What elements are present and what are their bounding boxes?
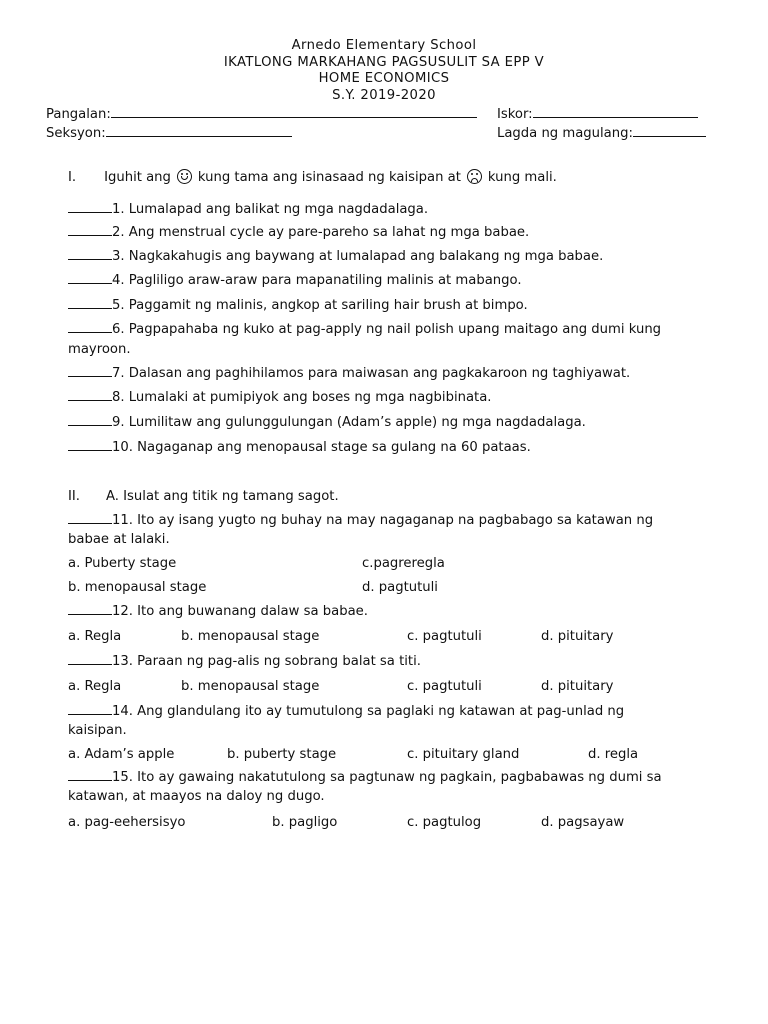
question-text: 12. Ito ang buwanang dalaw sa babae. — [112, 604, 368, 619]
question — [68, 511, 718, 530]
item-continuation: mayroon. — [68, 342, 131, 357]
exam-title: IKATLONG MARKAHANG PAGSUSULIT SA EPP V — [223, 54, 545, 70]
parent-signature-field[interactable] — [497, 125, 706, 141]
question — [68, 768, 718, 787]
section-field[interactable] — [46, 125, 292, 141]
school-name: Arnedo Elementary School — [291, 38, 477, 53]
answer-blank[interactable] — [68, 512, 112, 524]
answer-blank[interactable] — [68, 224, 112, 236]
option-d: d. pituitary — [541, 679, 614, 694]
answer-blank[interactable] — [68, 201, 112, 213]
list-item — [68, 364, 718, 383]
frowning-face-icon — [467, 169, 482, 184]
option-c: c. pagtutuli — [407, 629, 482, 644]
score-blank[interactable] — [533, 106, 698, 118]
question-continuation: katawan, at maayos na daloy ng dugo. — [68, 789, 325, 804]
option-b: b. menopausal stage — [181, 629, 320, 644]
list-item — [68, 271, 718, 290]
answer-blank[interactable] — [68, 414, 112, 426]
subject-title: HOME ECONOMICS — [318, 71, 450, 86]
item-text: 1. Lumalapad ang balikat ng mga nagdadalaga. — [112, 202, 429, 217]
name-label: Pangalan: — [46, 107, 111, 122]
answer-blank[interactable] — [68, 248, 112, 260]
parent-signature-label: Lagda ng magulang: — [497, 126, 633, 141]
part2-instruction — [68, 487, 718, 506]
option-a: a. pag-eehersisyo — [68, 815, 186, 830]
list-item — [68, 296, 718, 315]
answer-blank[interactable] — [68, 769, 112, 781]
option-d: d. pagtutuli — [362, 580, 438, 595]
option-a: a. Regla — [68, 629, 122, 644]
part1-instruction — [68, 168, 718, 187]
answer-blank[interactable] — [68, 653, 112, 665]
option-b: b. menopausal stage — [181, 679, 320, 694]
answer-blank[interactable] — [68, 321, 112, 333]
exam-header — [0, 38, 768, 104]
question — [68, 702, 718, 721]
section-label: Seksyon: — [46, 126, 106, 141]
option-b: b. pagligo — [272, 815, 338, 830]
question — [68, 652, 718, 671]
question-text: 11. Ito ay isang yugto ng buhay na may nagaganap na pagbabago sa katawan ng — [112, 513, 654, 528]
question-text: 13. Paraan ng pag-alis ng sobrang balat sa titi. — [112, 654, 421, 669]
option-c: c. pagtutuli — [407, 679, 482, 694]
item-text: 6. Pagpapahaba ng kuko at pag-apply ng nail polish upang maitago ang dumi kung — [112, 322, 662, 337]
option-d: d. pituitary — [541, 629, 614, 644]
answer-blank[interactable] — [68, 272, 112, 284]
option-b: b. puberty stage — [227, 747, 337, 762]
question — [68, 602, 718, 621]
list-item — [68, 388, 718, 407]
school-year: S.Y. 2019-2020 — [332, 87, 436, 103]
answer-blank[interactable] — [68, 703, 112, 715]
option-c: c. pagtulog — [407, 815, 482, 830]
item-text: 2. Ang menstrual cycle ay pare-pareho sa lahat ng mga babae. — [112, 225, 530, 240]
item-text: 5. Paggamit ng malinis, angkop at sariling hair brush at bimpo. — [112, 298, 528, 313]
option-d: d. pagsayaw — [541, 815, 625, 830]
answer-blank[interactable] — [68, 365, 112, 377]
name-blank[interactable] — [111, 106, 477, 118]
option-d: d. regla — [588, 747, 639, 762]
answer-blank[interactable] — [68, 389, 112, 401]
list-item — [68, 438, 718, 457]
name-field[interactable] — [46, 106, 477, 122]
list-item — [68, 200, 718, 219]
question-text: 14. Ang glandulang ito ay tumutulong sa paglaki ng katawan at pag-unlad ng — [112, 704, 625, 719]
list-item — [68, 247, 718, 266]
part1-number: I. — [68, 170, 77, 185]
item-text: 10. Nagaganap ang menopausal stage sa gulang na 60 pataas. — [112, 440, 531, 455]
score-field[interactable] — [497, 106, 698, 122]
answer-blank[interactable] — [68, 603, 112, 615]
item-text: 4. Pagliligo araw-araw para mapanatiling malinis at mabango. — [112, 273, 522, 288]
score-label: Iskor: — [497, 107, 533, 122]
item-text: 3. Nagkakahugis ang baywang at lumalapad ang balakang ng mga babae. — [112, 249, 604, 264]
option-c: c. pituitary gland — [407, 747, 520, 762]
option-a: a. Adam’s apple — [68, 747, 175, 762]
option-a: a. Puberty stage — [68, 556, 177, 571]
option-c: c.pagreregla — [362, 556, 445, 571]
option-a: a. Regla — [68, 679, 122, 694]
instruction-text-a: Iguhit ang — [104, 170, 171, 185]
item-text: 9. Lumilitaw ang gulunggulungan (Adam’s apple) ng mga nagdadalaga. — [112, 415, 586, 430]
question-continuation: babae at lalaki. — [68, 532, 170, 547]
item-text: 8. Lumalaki at pumipiyok ang boses ng mga nagbibinata. — [112, 390, 492, 405]
smiley-face-icon — [177, 169, 192, 184]
section-blank[interactable] — [106, 125, 292, 137]
list-item — [68, 320, 718, 339]
part2-number: II. — [68, 489, 80, 504]
item-text: 7. Dalasan ang paghihilamos para maiwasan ang pagkakaroon ng taghiyawat. — [112, 366, 631, 381]
instruction-text-c: kung mali. — [487, 170, 557, 185]
question-continuation: kaisipan. — [68, 723, 127, 738]
instruction-text-b: kung tama ang isinasaad ng kaisipan at — [197, 170, 461, 185]
part2-instruction-text: A. Isulat ang titik ng tamang sagot. — [105, 489, 339, 504]
parent-signature-blank[interactable] — [633, 125, 706, 137]
answer-blank[interactable] — [68, 439, 112, 451]
answer-blank[interactable] — [68, 297, 112, 309]
option-b: b. menopausal stage — [68, 580, 207, 595]
list-item — [68, 223, 718, 242]
list-item — [68, 413, 718, 432]
question-text: 15. Ito ay gawaing nakatutulong sa pagtunaw ng pagkain, pagbabawas ng dumi sa — [112, 770, 662, 785]
